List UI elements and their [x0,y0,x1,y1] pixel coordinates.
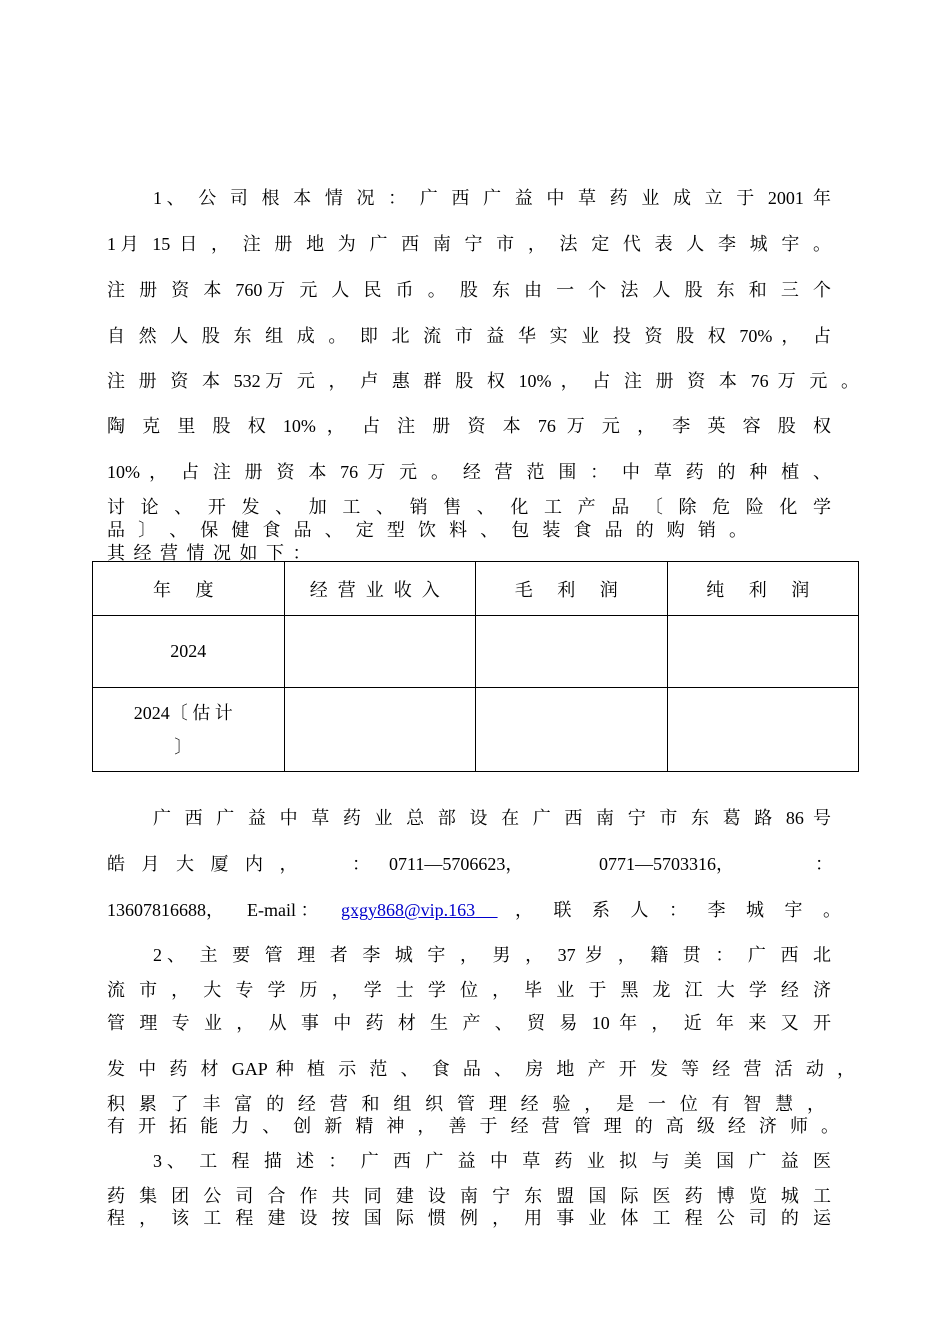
section1-line-4: 自 然 人 股 东 组 成 。 即 北 流 市 益 华 实 业 投 资 股 权 70% ， 占 [107,326,831,346]
table-cell [667,688,859,772]
table-cell [284,688,476,772]
section2-line-2: 流 市 ， 大 专 学 历 ， 学 士 学 位 ， 毕 业 于 黑 龙 江 大 学 经 济 [107,980,831,1000]
contact-mobile: 13607816688， [107,900,224,920]
section2-line-3: 管 理 专 业 ， 从 事 中 药 材 生 产 、 贸 易 10 年 ， 近 年 来 又 开 [107,1013,831,1033]
section1-line-5: 注 册 资 本 532万 元 ， 卢 惠 群 股 权 10% ， 占 注 册 资 本 76 万 元 。 [107,371,859,391]
table-cell [667,616,859,688]
contact-phone-1: 0711—5706623， [389,854,524,874]
table-cell [476,688,668,772]
table-cell: 2024〔 估 计 〕 [93,688,285,772]
header-gross-profit: 毛 利 润 [476,562,668,616]
table-row [93,616,859,688]
contact-phone-2: 0771—5703316， [599,854,734,874]
section3-line-1: 3、 工 程 描 述 ： 广 西 广 益 中 草 药 业 拟 与 美 国 广 益 医 [153,1151,831,1171]
section1-line-6: 陶 克 里 股 权 10% ， 占 注 册 资 本 76 万 元 ， 李 英 容 股 权 [107,416,831,436]
table-header-row [93,562,859,616]
section3-line-3: 程 ， 该 工 程 建 设 按 国 际 惯 例 ， 用 事 业 体 工 程 公 司 的 运 [107,1208,831,1228]
header-year: 年 度 [93,562,285,616]
contact-email-label: E-mail ： [247,900,319,920]
section1-line-10: 其 经 营 情 况 如 下 ： [107,543,313,563]
contact-colon: ： [815,854,833,874]
table-cell [476,616,668,688]
section1-line-8: 讨 论 、 开 发 、 加 工 、 销 售 、 化 工 产 品 〔 除 危 险 化 学 [107,497,831,517]
section2-line-1: 2、 主 要 管 理 者 李 城 宇 ， 男 ， 37 岁 ， 籍 贯 ： 广 西 北 [153,945,831,965]
email-link[interactable] [341,899,513,921]
section2-line-4: 发 中 药 材 GAP 种 植 示 范 、 食 品 、 房 地 产 开 发 等 经 营 活 动 ， [107,1059,855,1079]
table-cell: 2024 [93,616,285,688]
contact-line-1: 广 西 广 益 中 草 药 业 总 部 设 在 广 西 南 宁 市 东 葛 路 86 号 [153,808,831,828]
section1-line-9: 品 〕 、 保 健 食 品 、 定 型 饮 料 、 包 装 食 品 的 购 销 。 [107,520,747,540]
section1-line-3: 注 册 资 本 760万 元 人 民 币 。 股 东 由 一 个 法 人 股 东 和 三 个 [107,280,831,300]
section1-line-1: 1、 公 司 根 本 情 况 ： 广 西 广 益 中 草 药 业 成 立 于 2001 年 [153,188,831,208]
header-revenue: 经营业收入 [284,562,476,616]
table-cell [284,616,476,688]
email-address[interactable]: gxgy868@vip.163 [341,900,476,920]
table-row [93,688,859,772]
contact-person: ， 联 系 人 ： 李 城 宇 。 [515,900,849,920]
section3-line-2: 药 集 团 公 司 合 作 共 同 建 设 南 宁 东 盟 国 际 医 药 博 览 城 工 [107,1186,831,1206]
header-net-profit: 纯 利 润 [667,562,859,616]
financial-table [92,561,859,772]
section1-line-2: 1月 15 日 ， 注 册 地 为 广 西 南 宁 市 ， 法 定 代 表 人 李 城 宇 。 [107,234,831,254]
section2-line-5: 积 累 了 丰 富 的 经 营 和 组 织 管 理 经 验 ， 是 一 位 有 智 慧 ， [107,1094,825,1114]
section2-line-6: 有 开 拓 能 力 、 创 新 精 神 ， 善 于 经 营 管 理 的 高 级 经 济 师 。 [107,1116,839,1136]
contact-colon: ： [352,854,370,874]
section1-line-7: 10% ， 占 注 册 资 本 76 万 元 。 经 营 范 围 ： 中 草 药 的 种 植 、 [107,462,831,482]
contact-building: 皓 月 大 厦 内 ， [107,854,304,874]
